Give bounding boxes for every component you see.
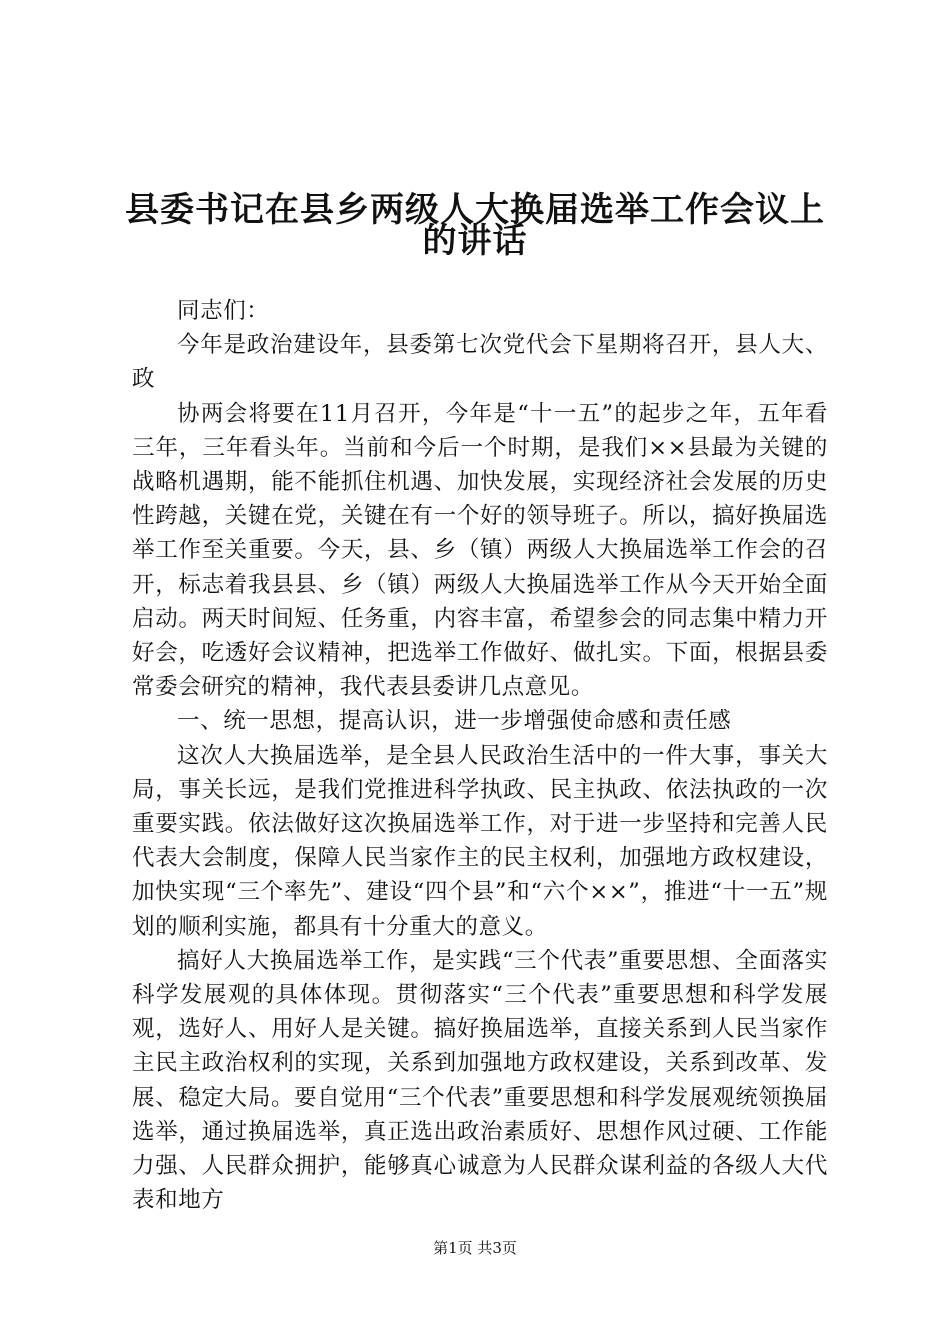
document-title-line-1: 县委书记在县乡两级人大换届选举工作会议上 (125, 190, 825, 230)
document-title-line-2: 的讲话 (422, 221, 528, 261)
page-footer: 第1页 共3页 (433, 1239, 517, 1257)
body-paragraph: 搞好人大换届选举工作，是实践“三个代表”重要思想、全面落实科学发展观的具体体现。贯彻落实“三个代表”重要思想和科学发展观，选好人、用好人是关键。搞好换届选举，直接关系到人民当家作主民主政治权利的实现，关系到加强地方政权建设，关系到改革、发展、稳定大局。要自觉用“三个代表”重要思想和科学发展观统领换届选举，通过换届选举，真正选出政治素质好、思想作风过硬、工作能力强、人民群众拥护，能够真心诚意为人民群众谋利益的各级人大代表和地方 (132, 947, 828, 1214)
salutation: 同志们： (177, 298, 270, 324)
body-paragraph: 协两会将要在11月召开，今年是“十一五”的起步之年，五年看三年，三年看头年。当前和今后一个时期，是我们××县最为关键的战略机遇期，能不能抓住机遇、加快发展，实现经济社会发展的历史性跨越，关键在党，关键在有一个好的领导班子。所以，搞好换届选举工作至关重要。今天，县、乡（镇）两级人大换届选举工作会的召开，标志着我县县、乡（镇）两级人大换届选举工作从今天开始全面启动。两天时间短、任务重，内容丰富，希望参会的同志集中精力开好会，吃透好会议精神，把选举工作做好、做扎实。下面，根据县委常委会研究的精神，我代表县委讲几点意见。 (132, 400, 828, 701)
body-paragraph: 这次人大换届选举，是全县人民政治生活中的一件大事，事关大局，事关长远，是我们党推进科学执政、民主执政、依法执政的一次重要实践。依法做好这次换届选举工作，对于进一步坚持和完善人民代表大会制度，保障人民当家作主的民主权利，加强地方政权建设，加快实现“三个率先”、建设“四个县”和“六个××”，推进“十一五”规划的顺利实施，都具有十分重大的意义。 (132, 742, 828, 940)
body-paragraph: 今年是政治建设年，县委第七次党代会下星期将召开，县人大、政 (132, 332, 828, 393)
section-heading: 一、统一思想，提高认识，进一步增强使命感和责任感 (177, 708, 732, 735)
document-body (132, 294, 828, 1217)
